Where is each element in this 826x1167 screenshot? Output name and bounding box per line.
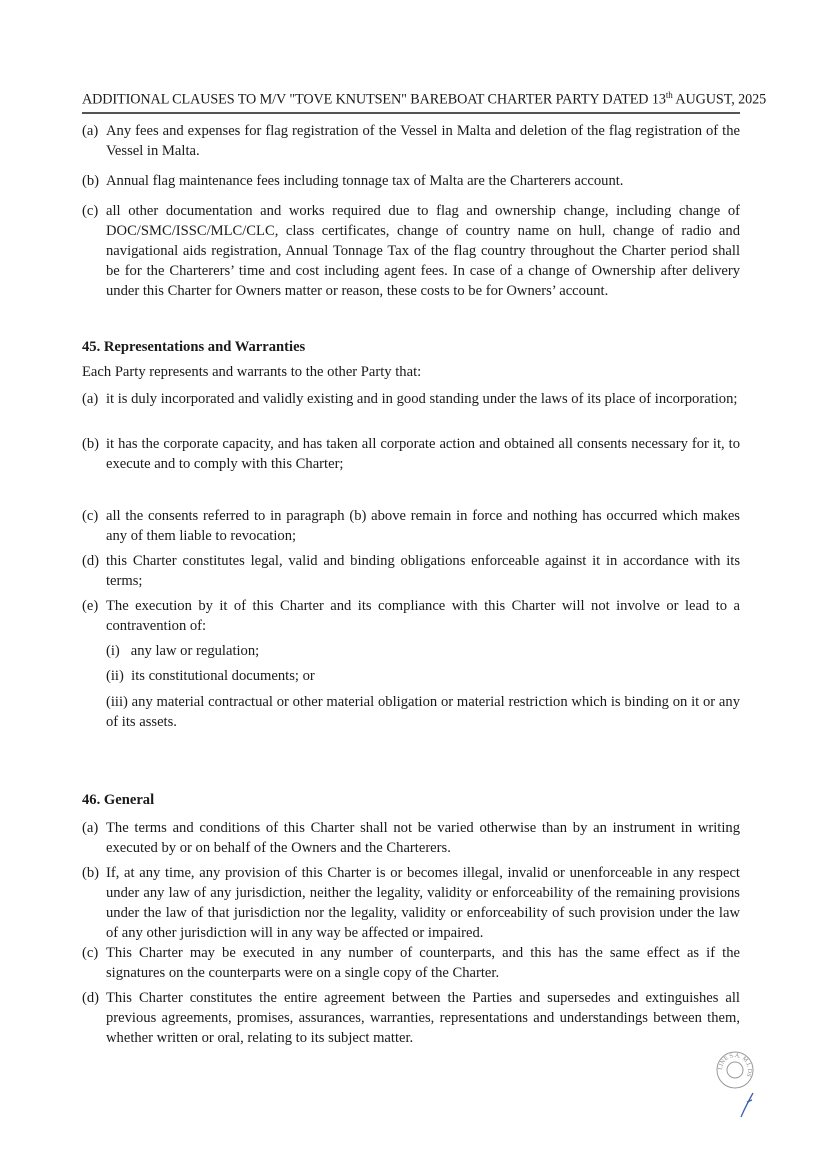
item-label: (b) [82, 173, 100, 189]
item-text: This Charter constitutes the entire agreement between the Parties and supersedes and extinguishes all previous agreements, promises, assurances, warranties, representations and understandings between them, whether written or oral, relating to its subject matter. [106, 990, 740, 1046]
item-label: (d) [82, 553, 100, 569]
clause-item [82, 863, 740, 943]
item-label: (a) [82, 391, 99, 407]
signature-initial [738, 1090, 758, 1120]
item-label: (ii) [106, 668, 124, 684]
item-text: it has the corporate capacity, and has taken all corporate action and obtained all consents necessary for it, to execute and to comply with this Charter; [106, 436, 740, 472]
item-text: Any fees and expenses for flag registration of the Vessel in Malta and deletion of the flag registration of the Vessel in Malta. [106, 123, 740, 159]
item-label: (c) [82, 945, 99, 961]
item-label: (d) [82, 990, 100, 1006]
clause-item [82, 818, 740, 858]
item-text: any law or regulation; [130, 643, 260, 659]
item-label: (a) [82, 820, 99, 836]
sub-item [106, 641, 740, 661]
clause-item [82, 596, 740, 636]
clause-item [82, 434, 740, 474]
item-label: (e) [82, 598, 99, 614]
item-text: this Charter constitutes legal, valid and binding obligations enforceable against it in accordance with its terms; [106, 553, 740, 589]
clause-item [82, 171, 740, 191]
item-label: (a) [82, 123, 99, 139]
item-text: it is duly incorporated and validly existing and in good standing under the laws of its place of incorporation; [106, 391, 738, 407]
clause-item [82, 506, 740, 546]
item-text: This Charter may be executed in any number of counterparts, and this has the same effect as if the signatures on the counterparts were on a single copy of the Charter. [106, 945, 740, 981]
header-title: ADDITIONAL CLAUSES TO M/V "TOVE KNUTSEN" BAREBOAT CHARTER PARTY DATED 13 [82, 91, 666, 108]
section-heading-46: 46. General [82, 792, 155, 808]
svg-text:LINE S.A. M.I. DS: LINE S.A. M.I. DS [717, 1052, 753, 1078]
item-text: its constitutional documents; or [131, 668, 315, 684]
item-text: The terms and conditions of this Charter shall not be varied otherwise than by an instrument in writing executed by or on behalf of the Owners and the Charterers. [106, 820, 740, 856]
header-sup: th [665, 90, 673, 100]
page-header [82, 85, 767, 114]
item-text: Annual flag maintenance fees including tonnage tax of Malta are the Charterers account. [106, 173, 624, 189]
item-label: (b) [82, 865, 100, 881]
clause-item [82, 389, 740, 409]
header-title-end: AUGUST, 2025 [672, 91, 767, 108]
clause-item [82, 121, 740, 161]
item-text: The execution by it of this Charter and its compliance with this Charter will not involve or lead to a contravention of: [106, 598, 740, 634]
item-text: all other documentation and works required due to flag and ownership change, including change of DOC/SMC/ISSC/MLC/CLC, class certificates, change of country name on hull, change of radio and navigational aids registration, Annual Tonnage Tax of the flag country throughout the Charter period shall be for the Charterers’ time and cost including agent fees. In case of a change of Ownership after delivery under this Charter for Owners matter or reason, these costs to be for Owners’ account. [106, 203, 740, 299]
sub-item [106, 666, 740, 686]
clause-item [82, 988, 740, 1048]
clause-item [82, 201, 740, 301]
clause-item [82, 551, 740, 591]
item-text: If, at any time, any provision of this Charter is or becomes illegal, invalid or unenforceable in any respect under any law of any jurisdiction, neither the legality, validity or enforceability of the remaining provisions under the law of that jurisdiction nor the legality, validity or enforceability of such provision under the law of any other jurisdiction will in any way be affected or impaired. [106, 865, 740, 941]
item-label: (i) [106, 643, 120, 659]
clause-item [82, 943, 740, 983]
sub-item [106, 692, 740, 732]
section-intro: Each Party represents and warrants to the other Party that: [82, 364, 422, 380]
item-text: all the consents referred to in paragraph (b) above remain in force and nothing has occurred which makes any of them liable to revocation; [106, 508, 740, 544]
item-label: (c) [82, 508, 99, 524]
company-stamp [715, 1050, 755, 1090]
item-label: (c) [82, 203, 99, 219]
section-heading-45: 45. Representations and Warranties [82, 339, 306, 355]
item-label: (b) [82, 436, 100, 452]
item-label: (iii) [106, 694, 128, 710]
item-text: any material contractual or other material obligation or material restriction which is binding on it or any of its assets. [106, 694, 740, 730]
